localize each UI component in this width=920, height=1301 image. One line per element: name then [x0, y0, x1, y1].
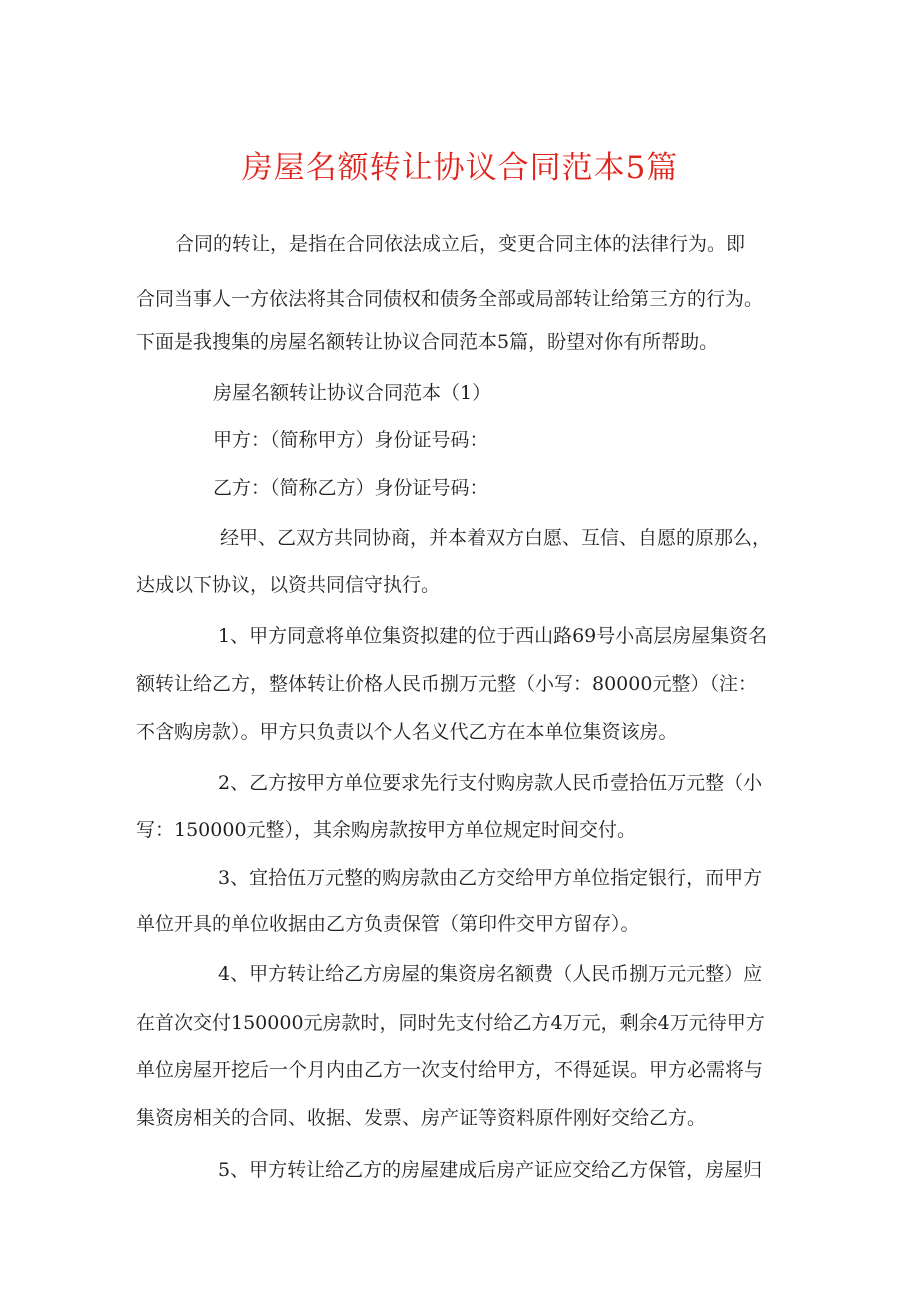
clause-2-line-1: 2、乙方按甲方单位要求先行支付购房款人民币壹拾伍万元整（小 — [218, 772, 763, 794]
intro-line-1: 合同的转让，是指在合同依法成立后，变更合同主体的法律行为。即 — [175, 233, 746, 255]
preamble-line-1: 经甲、乙双方共同协商，并本着双方白愿、互信、自愿的原那么， — [220, 527, 772, 549]
intro-line-2: 合同当事人一方依法将其合同债权和债务全部或局部转让给第三方的行为。 — [136, 288, 764, 310]
clause-2-line-2: 写：150000元整），其余购房款按甲方单位规定时间交付。 — [136, 819, 637, 841]
preamble-line-2: 达成以下协议，以资共同信守执行。 — [136, 574, 441, 596]
clause-4-line-4: 集资房相关的合同、收据、发票、房产证等资料原件刚好交给乙方。 — [136, 1107, 707, 1129]
clause-3-line-1: 3、宜拾伍万元整的购房款由乙方交给甲方单位指定银行，而甲方 — [218, 867, 763, 889]
party-b-line: 乙方：（简称乙方）身份证号码： — [213, 477, 489, 499]
clause-1-line-3: 不含购房款）。甲方只负责以个人名义代乙方在本单位集资该房。 — [136, 721, 678, 743]
party-a-line: 甲方：（简称甲方）身份证号码： — [213, 429, 489, 451]
clause-4-line-1: 4、甲方转让给乙方房屋的集资房名额费（人民币捌万元元整）应 — [218, 963, 763, 985]
clause-4-line-2: 在首次交付150000元房款时，同时先支付给乙方4万元，剩余4万元待甲方 — [136, 1012, 765, 1034]
section-heading: 房屋名额转让协议合同范本（1） — [213, 382, 492, 404]
clause-1-line-2: 额转让给乙方，整体转让价格人民币捌万元整（小写：80000元整）（注： — [136, 673, 757, 695]
clause-1-line-1: 1、甲方同意将单位集资拟建的位于西山路69号小高层房屋集资名 — [218, 625, 768, 647]
document-title: 房屋名额转让协议合同范本5篇 — [241, 150, 679, 186]
clause-3-line-2: 单位开具的单位收据由乙方负责保管（第印件交甲方留存）。 — [136, 913, 640, 935]
intro-line-3: 下面是我搜集的房屋名额转让协议合同范本5篇，盼望对你有所帮助。 — [136, 331, 719, 353]
clause-5-line-1: 5、甲方转让给乙方的房屋建成后房产证应交给乙方保管，房屋归 — [218, 1159, 763, 1181]
clause-4-line-3: 单位房屋开挖后一个月内由乙方一次支付给甲方，不得延误。甲方必需将与 — [136, 1059, 764, 1081]
